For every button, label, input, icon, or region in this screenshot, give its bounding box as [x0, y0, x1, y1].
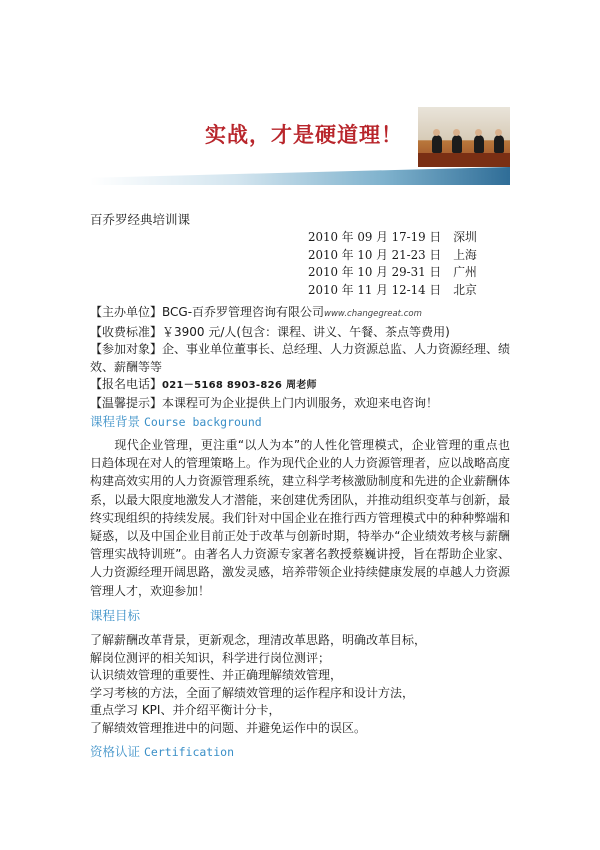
list-item: 重点学习 KPI、并介绍平衡计分卡，: [90, 703, 281, 718]
organizer-url: www.changegreat.com: [324, 309, 422, 319]
phone-number: 021－5168 8903-826 周老师: [162, 380, 317, 391]
audience-line: 【参加对象】企、事业单位董事长、总经理、人力资源总监、人力资源经理、绩效、薪酬等等: [90, 342, 511, 374]
list-item: 认识绩效管理的重要性、并正确理解绩效管理，: [90, 668, 343, 683]
session-row: [308, 247, 477, 265]
session-schedule: [308, 229, 477, 299]
list-item: 学习考核的方法，全面了解绩效管理的运作程序和设计方法，: [90, 685, 415, 700]
list-item: 了解薪酬改革背景，更新观念，理清改革思路，明确改革目标，: [90, 633, 427, 647]
tip-line: 【温馨提示】本课程可为企业提供上门内训服务，欢迎来电咨询！: [90, 395, 439, 410]
course-title: 百乔罗经典培训课: [90, 212, 191, 227]
background-paragraph: [90, 436, 510, 600]
course-info: [90, 304, 510, 412]
list-item: 解岗位测评的相关知识，科学进行岗位测评；: [90, 650, 331, 665]
banner-slogan: 实战，才是硬道理！: [205, 122, 403, 147]
session-date: 2010 年 11 月 12-14 日: [308, 282, 442, 297]
background-text: 现代企业管理，更注重“以人为本”的人性化管理模式，企业管理的重点也日趋体现在对人的管理策略上。作为现代企业的人力资源管理者，应以战略高度构建高效实用的人力资源管理系统，建立科学考核激励制度和先进的企业薪酬体系，以最大限度地激发人才潜能，来创建优秀团队，并推动组织变革与创新，最终实现组织的持续发展。我们针对中国企业在推行西方管理模式中的种种弊端和疑惑，以及中国企业目前正处于改革与创新时期，特举办“企业绩效考核与薪酬管理实战特训班”。由著名人力资源专家著名教授蔡巍讲授，旨在帮助企业家、人力资源经理开阔思路，激发灵感，培养带领企业持续健康发展的卓越人力资源管理人才，欢迎参加！: [90, 438, 511, 598]
fee-line: 【收费标准】￥3900 元/人(包含：课程、讲义、午餐、茶点等费用): [90, 324, 450, 339]
background-heading: 课程背景 Course background: [90, 414, 262, 429]
session-city: 广州: [453, 265, 477, 279]
header-banner: [90, 105, 510, 185]
session-row: [308, 282, 477, 300]
session-row: [308, 264, 477, 282]
session-date: 2010 年 10 月 21-23 日: [308, 247, 442, 262]
list-item: 了解绩效管理推进中的问题、并避免运作中的误区。: [90, 720, 367, 735]
session-date: 2010 年 09 月 17-19 日: [308, 230, 442, 244]
banner-accent-bar: [90, 167, 510, 185]
organizer: 【主办单位】BCG-百乔罗管理咨询有限公司: [90, 305, 325, 319]
organizer-line: [90, 304, 510, 324]
session-city: 北京: [453, 282, 477, 297]
certification-heading: 资格认证 Certification: [90, 744, 235, 759]
phone-line: [90, 376, 510, 395]
goals-heading: 课程目标: [90, 608, 141, 623]
session-city: 深圳: [453, 230, 477, 244]
phone-label: 【报名电话】: [90, 377, 163, 391]
goals-list: [90, 632, 510, 738]
session-date: 2010 年 10 月 29-31 日: [308, 265, 442, 279]
meeting-photo: [418, 107, 510, 167]
session-city: 上海: [453, 247, 477, 262]
session-row: [308, 229, 477, 247]
